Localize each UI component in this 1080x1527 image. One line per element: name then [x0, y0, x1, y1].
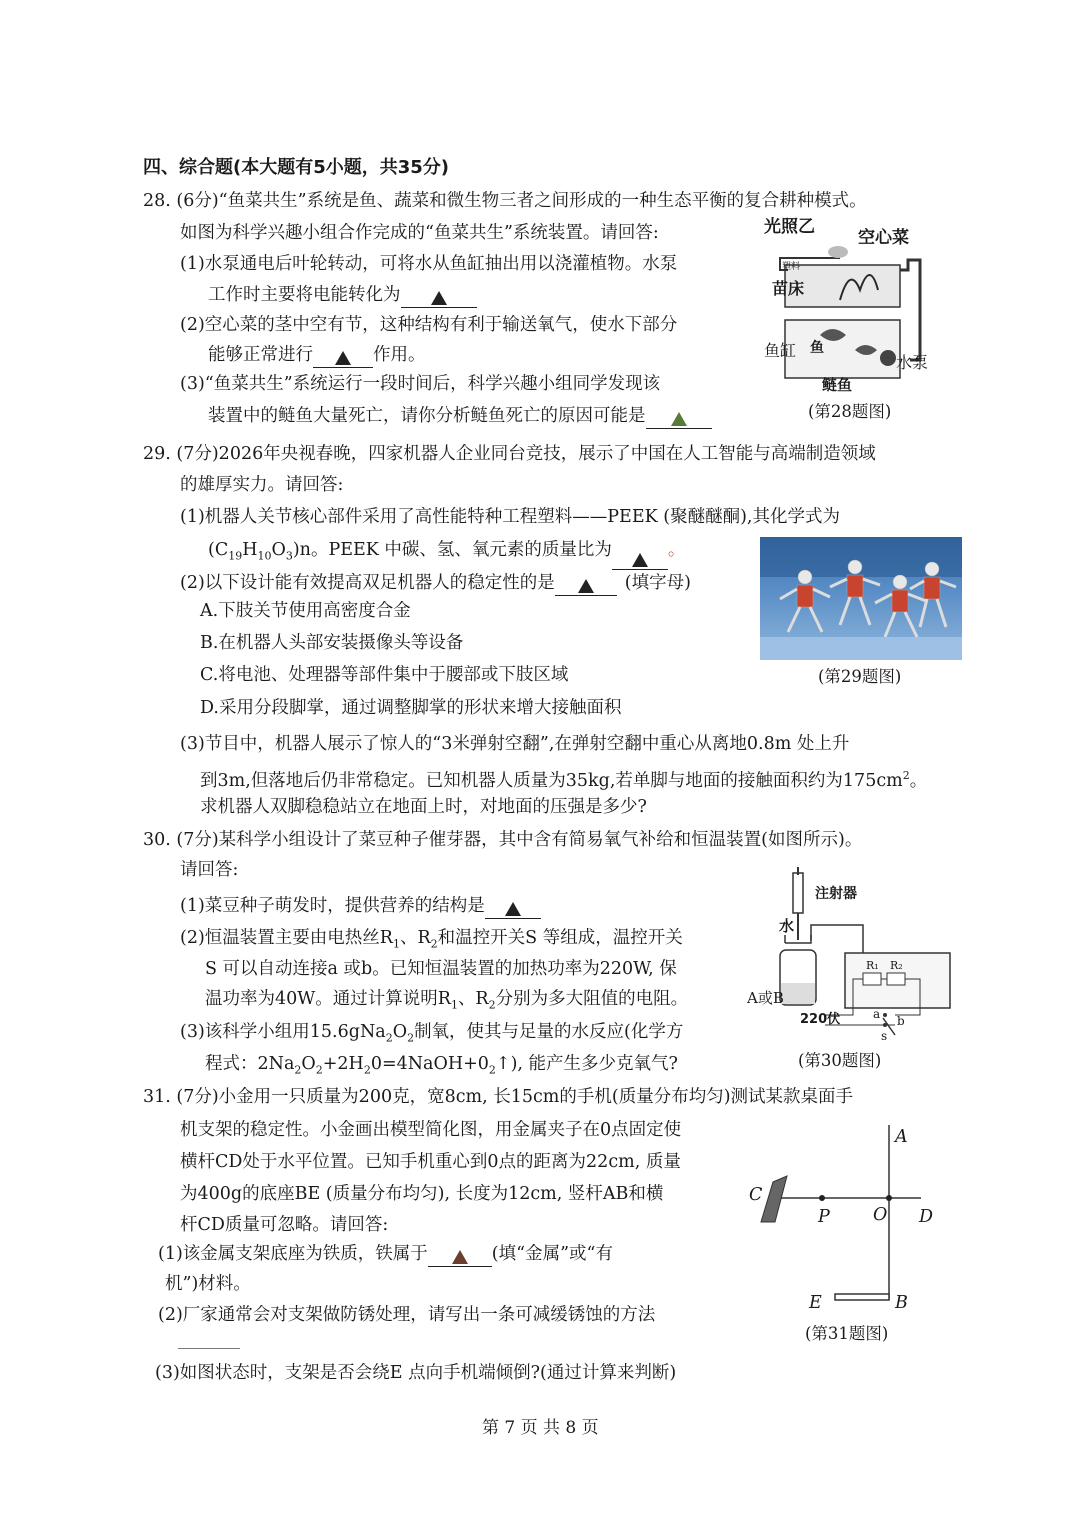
q28-line1: 28. (6分)“鱼菜共生”系统是鱼、蔬菜和微生物三者之间形成的一种生态平衡的复合耕种模式。: [143, 191, 867, 211]
q30-line4: [180, 925, 683, 958]
figure-30-caption: (第30题图): [798, 1051, 882, 1070]
q30-line1: 30. (7分)某科学小组设计了菜豆种子催芽器，其中含有简易氧气补给和恒温装置(如图所示)。: [143, 830, 863, 850]
q30-line3: [180, 893, 541, 919]
q28-line4-text: 工作时主要将电能转化为: [208, 285, 401, 305]
q28-line6: [208, 342, 426, 368]
option-a: A.下肢关节使用高密度合金: [200, 601, 411, 621]
q30-line6: [205, 986, 688, 1019]
q30-part: (2)恒温装置主要由电热丝R: [180, 928, 393, 948]
q30-sub: 2: [315, 1063, 323, 1077]
q28-line6a: 能够正常进行: [208, 345, 313, 365]
q31-line8: (2)厂家通常会对支架做防锈处理，请写出一条可减缓锈蚀的方法: [158, 1305, 656, 1325]
q29-line5a: (2)以下设计能有效提高双足机器人的稳定性的是: [180, 573, 555, 593]
q29-line4-text: )n。PEEK 中碳、氢、氧元素的质量比为: [292, 540, 612, 560]
q29-line5b: (填字母): [624, 573, 691, 593]
section-title: 四、综合题(本大题有5小题，共35分): [143, 157, 450, 178]
q30-part: 程式：2Na: [205, 1054, 295, 1074]
triangle-icon: [335, 351, 351, 365]
answer-blank[interactable]: [401, 285, 477, 308]
q29-line11a: 到3m,但落地后仍非常稳定。已知机器人质量为35kg,若单脚与地面的接触面积约为175cm: [200, 770, 903, 791]
q28-line7: (3)“鱼菜共生”系统运行一段时间后，科学兴趣小组同学发现该: [180, 374, 661, 394]
label-water-spinach: 空心菜: [858, 228, 909, 248]
triangle-icon: [431, 291, 447, 305]
label-e: E: [809, 1293, 822, 1313]
q31-line7: 机”)材料。: [165, 1274, 251, 1294]
q29-line11: [200, 763, 927, 794]
q30-sub: 2: [407, 1031, 415, 1045]
figure-28-aquaponics: [760, 210, 950, 400]
q31-line9: (3)如图状态时，支架是否会绕E 点向手机端倾倒?(通过计算来判断): [155, 1363, 677, 1383]
q30-part: O: [392, 1022, 408, 1042]
triangle-icon: [671, 412, 687, 426]
answer-blank[interactable]: [612, 547, 668, 570]
label-s: s: [881, 1029, 888, 1043]
figure-29-robot-photo: [760, 537, 962, 660]
figure-29-caption: (第29题图): [818, 667, 902, 686]
label-a: A: [895, 1127, 908, 1147]
label-fish-tank: 鱼缸: [764, 341, 797, 360]
q31-line1: 31. (7分)小金用一只质量为200克，宽8cm, 长15cm的手机(质量分布均匀)测试某款桌面手: [143, 1087, 854, 1107]
formula-sub: 3: [285, 549, 293, 563]
q30-line7: [180, 1019, 683, 1052]
q30-sub: 2: [488, 998, 496, 1012]
label-seedbed: 苗床: [772, 279, 805, 298]
formula-sub: 19: [228, 549, 243, 563]
q29-line11c: 。: [909, 770, 928, 791]
q30-part: +2H: [322, 1054, 364, 1074]
q29-line2: 的雄厚实力。请回答:: [180, 475, 344, 495]
triangle-icon: [505, 902, 521, 916]
option-d: D.采用分段脚掌，通过调整脚掌的形状来增大接触面积: [200, 698, 622, 718]
label-water: 水: [779, 917, 795, 935]
q28-line8-text: 装置中的鲢鱼大量死亡，请你分析鲢鱼死亡的原因可能是: [208, 406, 646, 426]
q31-line3: 横杆CD处于水平位置。已知手机重心到0点的距离为22cm, 质量: [180, 1152, 681, 1172]
q30-sub: 1: [450, 998, 458, 1012]
figure-31-phone-stand: [745, 1120, 945, 1320]
triangle-icon: [578, 579, 594, 593]
label-pump: 水泵: [896, 353, 929, 372]
triangle-icon: [452, 1250, 468, 1264]
q31-line6: [158, 1241, 613, 1267]
q30-sub: 2: [385, 1031, 393, 1045]
answer-blank[interactable]: [178, 1328, 240, 1349]
label-r1: R₁: [866, 959, 879, 972]
option-c: C.将电池、处理器等部件集中于腰部或下肢区域: [200, 665, 569, 685]
q29-line1: 29. (7分)2026年央视春晚，四家机器人企业同台竞技，展示了中国在人工智能与高端制造领域: [143, 444, 876, 464]
q29-line10: (3)节目中，机器人展示了惊人的“3米弹射空翻”,在弹射空翻中重心从离地0.8m 处上升: [180, 734, 850, 754]
q30-line2: 请回答:: [180, 860, 239, 880]
q31-line6a: (1)该金属支架底座为铁质，铁属于: [158, 1244, 428, 1264]
formula-sub: 10: [257, 549, 272, 563]
figure-30-germinator: [745, 865, 955, 1045]
q30-sub: 1: [392, 937, 400, 951]
q28-line5: (2)空心菜的茎中空有节，这种结构有利于输送氧气，使水下部分: [180, 315, 678, 335]
formula-part: (C: [208, 540, 229, 560]
answer-blank[interactable]: [485, 896, 541, 919]
label-a: a: [873, 1007, 881, 1021]
option-b: B.在机器人头部安装摄像头等设备: [200, 633, 464, 653]
q29-line11-sup: 2: [902, 769, 910, 782]
q31-line5: 杆CD质量可忽略。请回答:: [180, 1215, 389, 1235]
q31-line6b: (填“金属”或“有: [491, 1244, 613, 1264]
phone-stand-diagram: [745, 1120, 945, 1320]
q30-part: 分别为多大阻值的电阻。: [495, 989, 689, 1009]
label-b: B: [895, 1293, 908, 1313]
label-c: C: [749, 1185, 763, 1205]
q28-line2: 如图为科学兴趣小组合作完成的“鱼菜共生”系统装置。请回答:: [180, 223, 659, 243]
q30-line5: S 可以自动连接a 或b。已知恒温装置的加热功率为220W, 保: [205, 959, 677, 979]
label-d: D: [919, 1207, 934, 1227]
figure-31-caption: (第31题图): [805, 1324, 889, 1343]
label-p: P: [818, 1207, 830, 1227]
label-plastic: 塑料: [782, 262, 801, 272]
q29-line12: 求机器人双脚稳稳站立在地面上时，对地面的压强是多少?: [200, 797, 647, 817]
answer-blank[interactable]: [555, 573, 617, 596]
label-o: O: [873, 1205, 888, 1225]
q30-part: (3)该科学小组用15.6gNa: [180, 1022, 386, 1042]
formula-part: O: [271, 540, 286, 560]
q29-line4-end: 。: [667, 540, 686, 560]
q30-line8: [205, 1051, 678, 1084]
q30-part: 温功率为40W。通过计算说明R: [205, 989, 451, 1009]
robots-image: [760, 537, 962, 660]
label-220v: 220伏: [800, 1012, 841, 1027]
label-syringe: 注射器: [815, 886, 857, 902]
q30-line3-text: (1)菜豆种子萌发时，提供营养的结构是: [180, 896, 485, 916]
q30-part: O: [301, 1054, 316, 1074]
q30-sub: 2: [363, 1063, 371, 1077]
q30-part: 0=4NaOH+0: [370, 1054, 489, 1074]
q29-line5: [180, 570, 691, 596]
answer-blank[interactable]: [428, 1244, 492, 1267]
q30-part: 和温控开关S 等组成，温控开关: [437, 928, 683, 948]
q29-line3: (1)机器人关节核心部件采用了高性能特种工程塑料——PEEK (聚醚醚酮),其化学式为: [180, 507, 840, 527]
q28-line6b: 作用。: [373, 345, 426, 365]
triangle-icon: [632, 553, 648, 567]
q31-line2: 机支架的稳定性。小金画出模型简化图，用金属夹子在0点固定使: [180, 1120, 682, 1140]
q30-sub: 2: [488, 1063, 496, 1077]
q28-line4: [208, 282, 477, 308]
q30-part: ↑), 能产生多少克氧气?: [495, 1054, 678, 1074]
formula-part: H: [242, 540, 258, 560]
label-light: 光照乙: [764, 217, 815, 237]
label-silver-carp: 鲢鱼: [822, 376, 853, 394]
figure-28-caption: (第28题图): [808, 402, 892, 421]
q30-part: 制氧，使其与足量的水反应(化学方: [414, 1022, 684, 1042]
q30-part: 、R: [457, 989, 489, 1009]
q30-part: 、R: [399, 928, 431, 948]
page-footer: 第 7 页 共 8 页: [482, 1418, 599, 1438]
label-r2: R₂: [890, 959, 903, 972]
label-b: b: [897, 1014, 905, 1028]
q30-sub: 2: [430, 937, 438, 951]
q28-line3: (1)水泵通电后叶轮转动，可将水从鱼缸抽出用以浇灌植物。水泵: [180, 254, 678, 274]
q29-line4: [208, 537, 685, 570]
answer-blank[interactable]: [646, 406, 712, 429]
label-fish: 鱼: [810, 340, 824, 356]
q31-line4: 为400g的底座BE (质量分布均匀), 长度为12cm, 竖杆AB和横: [180, 1184, 664, 1204]
answer-blank[interactable]: [313, 345, 373, 368]
q28-line8: [208, 403, 712, 429]
q30-sub: 2: [294, 1063, 302, 1077]
label-a-or-b: A或B: [747, 989, 784, 1007]
